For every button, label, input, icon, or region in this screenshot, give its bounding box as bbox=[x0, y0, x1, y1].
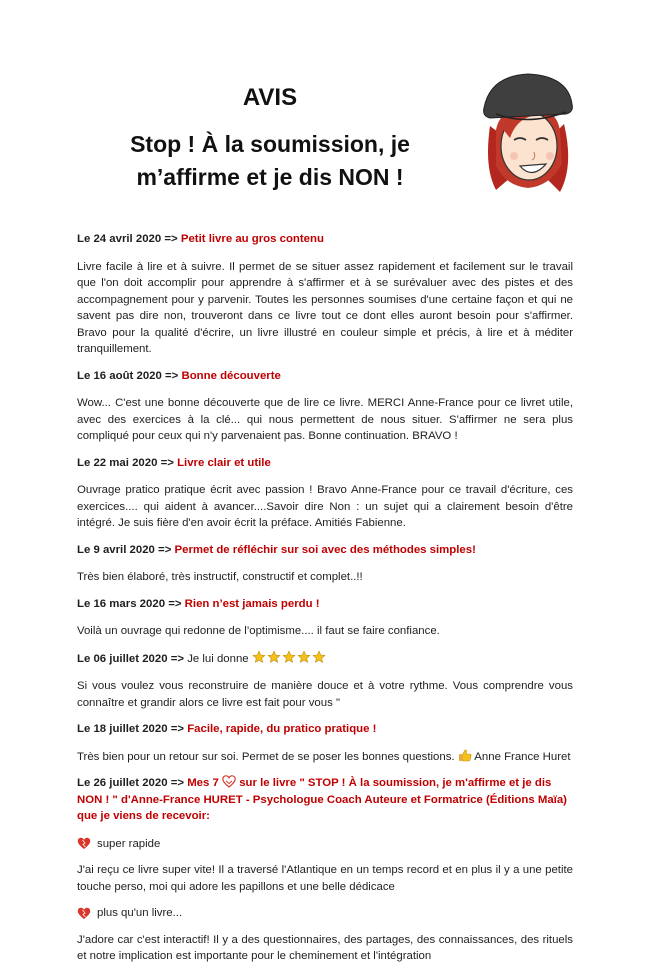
review-text: Si vous voulez vous reconstruire de manière douce et à votre rythme. Vous comprendre vous connaître et grandir alors ce livre est fait pour vous " bbox=[77, 680, 573, 709]
review-headline: Rien n’est jamais perdu ! bbox=[184, 597, 320, 610]
review-headline: Petit livre au gros contenu bbox=[180, 233, 324, 245]
review-text-body: Très bien pour un retour sur soi. Permet de se poser les bonnes questions. bbox=[77, 750, 455, 763]
star-icon bbox=[282, 650, 296, 664]
review-2 bbox=[77, 368, 573, 445]
review-date: Le 26 juillet 2020 => bbox=[77, 777, 185, 789]
star-icon bbox=[252, 650, 266, 664]
review-text: Voilà un ouvrage qui redonne de l’optimisme.... il faut se faire confiance. bbox=[77, 625, 440, 637]
review-date: Le 16 mars 2020 => bbox=[77, 597, 182, 610]
heart-icon bbox=[77, 837, 91, 850]
point-1-label: super rapide bbox=[97, 837, 161, 850]
review-date: Le 06 juillet 2020 => bbox=[77, 652, 185, 665]
point-2-label: plus qu'un livre... bbox=[97, 907, 183, 919]
thumbs-up-icon bbox=[458, 749, 472, 762]
review-heading bbox=[77, 542, 573, 559]
review-date: Le 22 mai 2020 => bbox=[77, 456, 174, 469]
point-2-text: J'adore car c'est interactif! Il y a des questionnaires, des partages, des connaissances, des rituels et notre implication est importante pour le cheminement et l'intégration bbox=[77, 933, 573, 962]
heart-outline-icon bbox=[222, 775, 236, 788]
star-icon bbox=[297, 650, 311, 664]
review-4 bbox=[77, 542, 573, 586]
subtitle-line-2: m’affirme et je dis NON ! bbox=[136, 164, 404, 190]
review-heading bbox=[77, 231, 573, 248]
subtitle-line-1: Stop ! À la soumission, je bbox=[130, 131, 410, 157]
review-headline-part1: Mes 7 bbox=[187, 777, 219, 789]
review-heading bbox=[77, 455, 573, 472]
point-1-title bbox=[77, 836, 573, 853]
avatar-illustration bbox=[476, 68, 580, 196]
review-headline-part2: sur le livre " STOP ! À la soumission, je m'affirme et je dis NON ! " d'Anne-France HURET - Psychologue Coach Auteure et Formatrice (Éditions Maïa) que je viens de recevoir: bbox=[77, 777, 567, 822]
review-date: Le 16 août 2020 => bbox=[77, 369, 179, 382]
star-icon bbox=[267, 650, 281, 664]
review-heading bbox=[77, 596, 573, 613]
review-7 bbox=[77, 721, 573, 765]
review-headline: Facile, rapide, du pratico pratique ! bbox=[187, 723, 377, 735]
review-heading bbox=[77, 368, 573, 385]
review-heading bbox=[77, 721, 573, 738]
star-rating bbox=[252, 653, 327, 665]
page-title: AVIS bbox=[242, 84, 298, 111]
review-headline: Je lui donne bbox=[187, 652, 249, 665]
review-headline: Bonne découverte bbox=[181, 369, 281, 382]
review-text: Ouvrage pratico pratique écrit avec passion ! Bravo Anne-France pour ce travail d'écriture, ces exercices.... qui aident à avancer....Savoir dire Non : un sujet qui a clairement besoin d'être intégré. Je suis fière d'en avoir écrit la préface. Amitiés Fabienne. bbox=[77, 484, 573, 529]
point-2-title bbox=[77, 905, 573, 922]
review-text: Livre facile à lire et à suivre. Il permet de se situer assez rapidement et facilement sur le travail que l'on doit accomplir pour apprendre à s'affirmer et à se surévaluer avec des pistes et des accompagnement pour y parvenir. Toutes les personnes soumises d'une certaine façon et qui ne savent pas dire non, trouveront dans ce livre tout ce dont elles auront besoin pour s'affirmer. Bravo pour la qualité d'écrire, un livre illustré en couleur simple et précis, à lire et à méditer tranquillement. bbox=[77, 260, 573, 355]
star-icon bbox=[312, 650, 326, 664]
review-date: Le 18 juillet 2020 => bbox=[77, 723, 185, 735]
review-6 bbox=[77, 650, 573, 712]
review-text: Wow... C'est une bonne découverte que de lire ce livre. MERCI Anne-France pour ce livret utile, avec des exercices à la clé... qui nous permettent de nous situer. S'affirmer ne sera plus compliqué pour ceux qui n'y parvenaient pas. Bonne continuation. BRAVO ! bbox=[77, 397, 573, 442]
review-3 bbox=[77, 455, 573, 532]
reviews-list bbox=[77, 231, 573, 975]
review-author: Anne France Huret bbox=[474, 750, 571, 763]
review-heading bbox=[77, 650, 573, 668]
review-headline: Livre clair et utile bbox=[177, 456, 271, 469]
review-headline: Permet de réfléchir sur soi avec des méthodes simples! bbox=[174, 543, 476, 556]
point-1-text: J'ai reçu ce livre super vite! Il a traversé l'Atlantique en un temps record et en plus il y a une petite touche perso, moi qui adore les papillons et une belle dédicace bbox=[77, 864, 573, 893]
review-heading bbox=[77, 775, 573, 825]
review-text bbox=[77, 749, 573, 766]
review-date: Le 9 avril 2020 => bbox=[77, 543, 172, 556]
page-subtitle bbox=[60, 128, 480, 194]
heart-icon bbox=[77, 907, 91, 920]
review-date: Le 24 avril 2020 => bbox=[77, 233, 178, 245]
review-text: Très bien élaboré, très instructif, constructif et complet..!! bbox=[77, 571, 363, 583]
review-8 bbox=[77, 775, 573, 965]
review-1 bbox=[77, 231, 573, 358]
review-5 bbox=[77, 596, 573, 640]
